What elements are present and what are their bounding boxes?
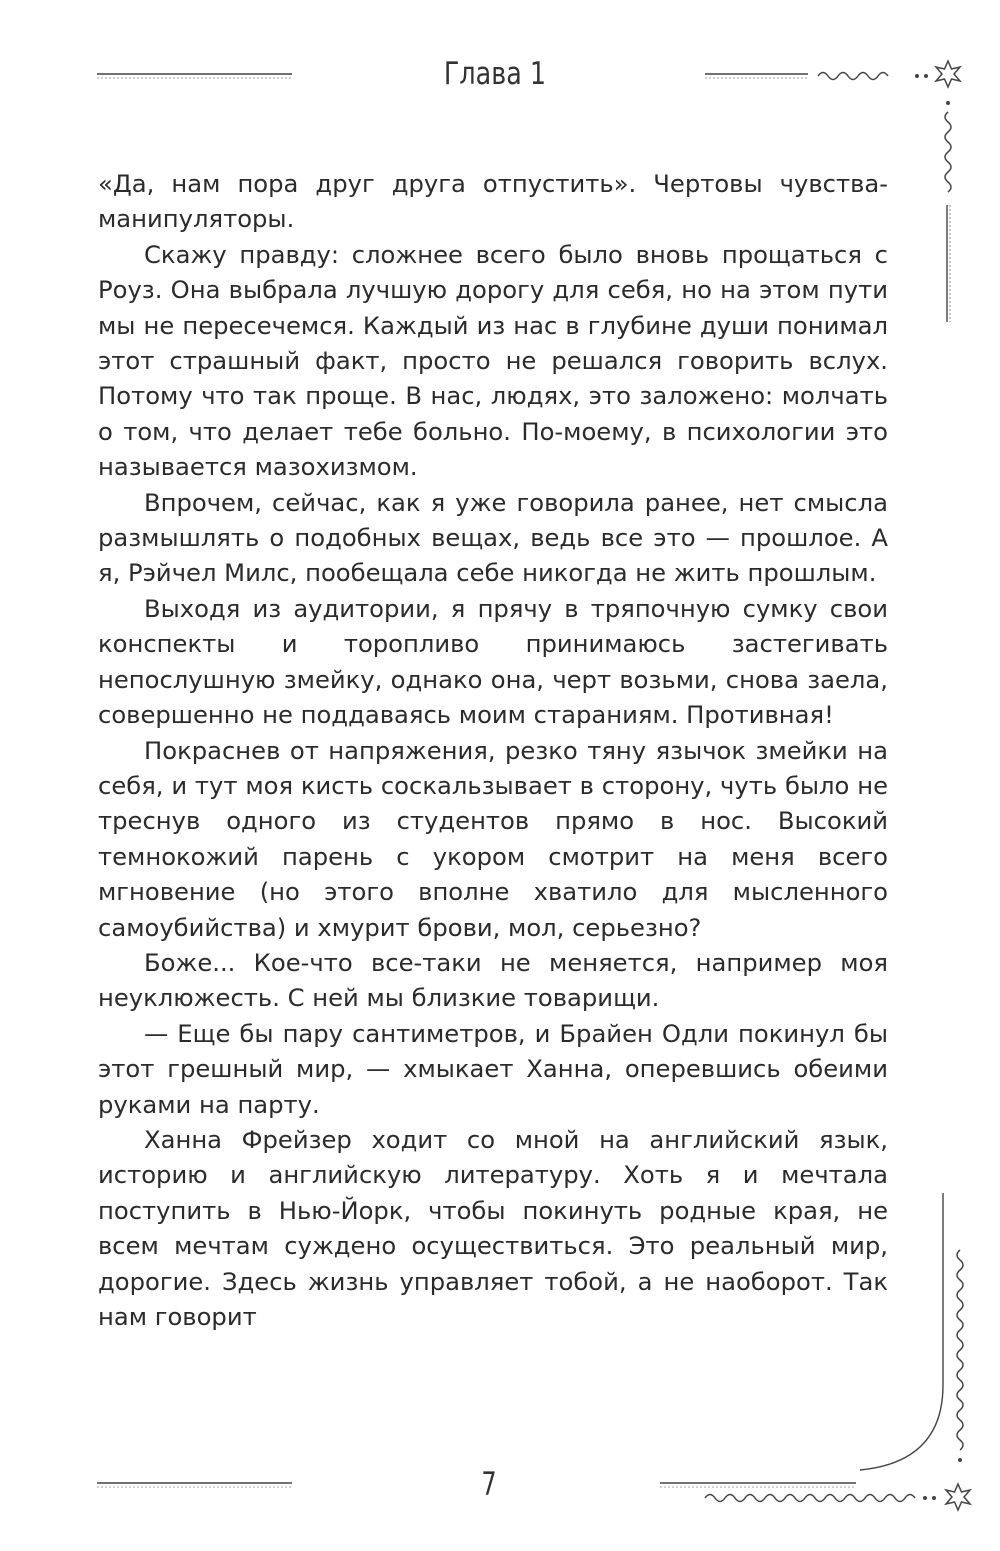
star-flourish-icon [936, 61, 960, 87]
paragraph: Ханна Фрейзер ходит со мной на английский язык, историю и английскую литературу. Хоть я и мечтала поступить в Нью-Йорк, чтобы покинуть родные края, не всем мечтам суждено осуществиться. Это реальный мир, дорогие. Здесь жизнь управляет тобой, а не наоборот. Так нам говорит [98, 1124, 888, 1331]
paragraph: «Да, нам пора друг друга отпустить». Чертовы чувства-манипуляторы. [98, 169, 888, 234]
chapter-title: Глава 1 [443, 56, 547, 92]
paragraph: Впрочем, сейчас, как я уже говорила ранее, нет смысла размышлять о подобных вещах, ведь все это — прошлое. А я, Рэйчел Милс, пообещала себе никогда не жить прошлым. [98, 487, 888, 588]
paragraph: Скажу правду: сложнее всего было вновь прощаться с Роуз. Она выбрала лучшую дорогу для себя, но на этом пути мы не пересечемся. Каждый из нас в глубине души понимал этот страшный факт, просто не решался говорить вслух. Потому что так проще. В нас, людях, это заложено: молчать о том, что делает тебе больно. По-моему, в психологии это называется мазохизмом. [98, 239, 888, 482]
star-flourish-icon [946, 1484, 970, 1510]
page-number: 7 [481, 1465, 497, 1503]
paragraph: Выходя из аудитории, я прячу в тряпочную сумку свои конспекты и торопливо принимаюсь застегивать непослушную змейку, однако она, черт возьми, снова заела, совершенно не поддаваясь моим стараниям. Противная! [98, 593, 888, 730]
paragraph: Покраснев от напряжения, резко тяну язычок змейки на себя, и тут моя кисть соскальзывает в сторону, чуть было не треснув одного из студентов прямо в нос. Высокий темнокожий парень с укором смотрит на меня всего мгновение (но этого вполне хватило для мысленного самоубийства) и хмурит брови, мол, серьезно? [98, 735, 888, 942]
top-right-vertical-ornament [945, 101, 951, 322]
paragraph: Боже... Кое-что все-таки не меняется, например моя неуклюжесть. С ней мы близкие товарищи. [98, 947, 888, 1013]
text-body [98, 166, 888, 1334]
paragraph: — Еще бы пару сантиметров, и Брайен Одли покинул бы этот грешный мир, — хмыкает Ханна, оперевшись обеими руками на парту. [98, 1018, 888, 1119]
